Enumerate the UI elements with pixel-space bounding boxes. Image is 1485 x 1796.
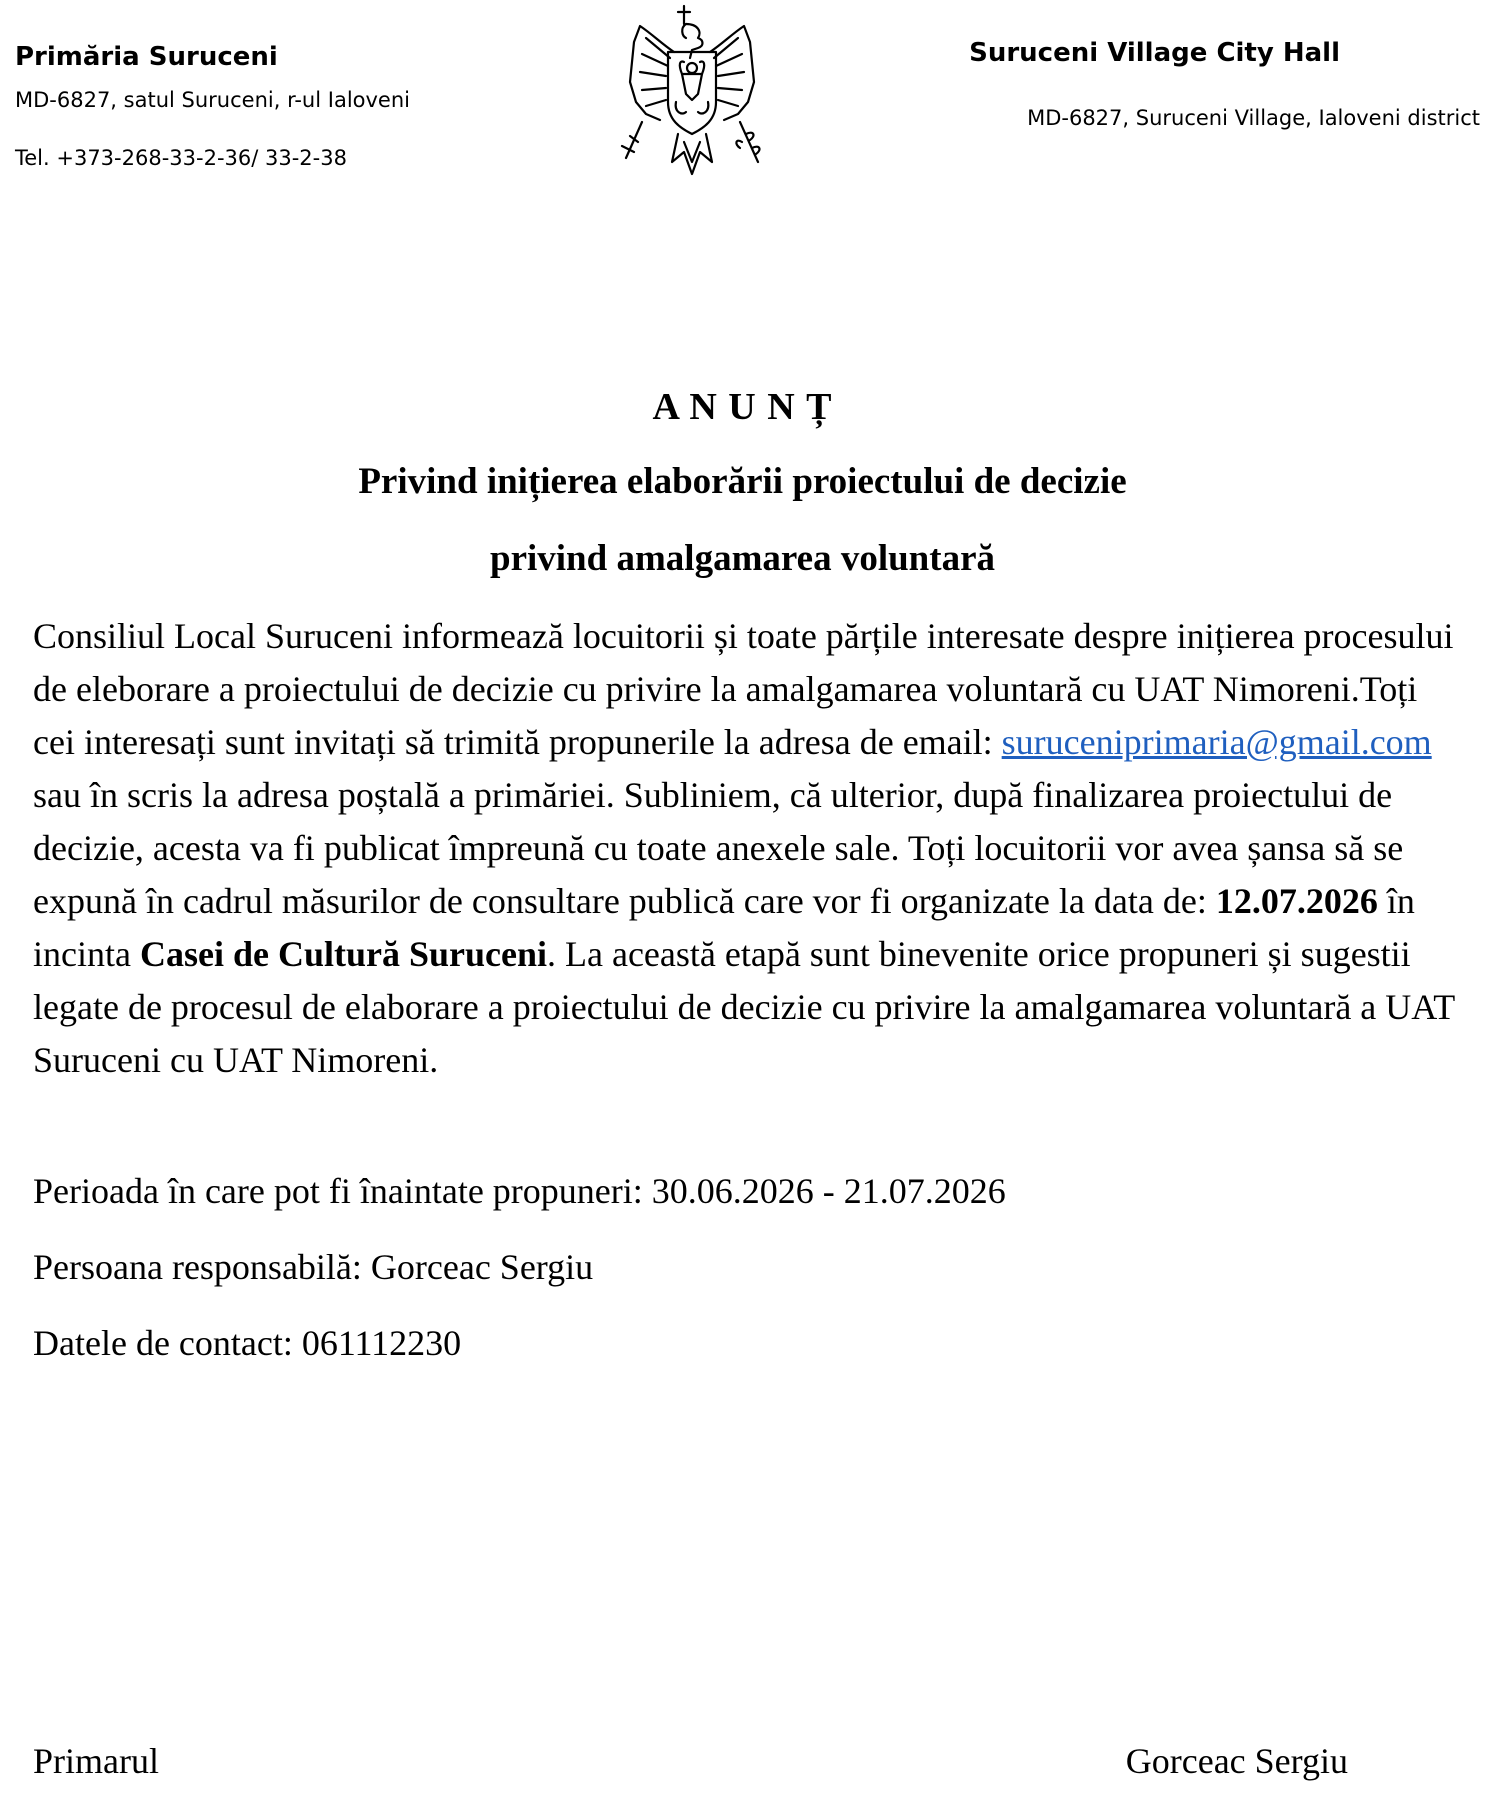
body-text-2: sau în scris la adresa poștală a primăriei. Subliniem, că ulterior, după finalizarea proiectului de decizie, acesta va fi publicat împreună cu toate anexele sale. Toți locuitorii vor avea șansa să se expună în cadrul măsurilor de consultare publică care vor fi organizate la data de: <box>33 775 1404 921</box>
signature-role: Primarul <box>33 1741 159 1781</box>
body-text-4: . La această etapă sunt binevenite orice propuneri și sugestii legate de procesul de elaborare a proiectului de decizie cu privire la amalgamarea voluntară a UAT Suruceni cu UAT Nimoreni. <box>33 934 1455 1080</box>
header-left-phone: Tel. +373-268-33-2-36/ 33-2-38 <box>15 146 347 170</box>
header-left-address: MD-6827, satul Suruceni, r-ul Ialoveni <box>15 88 410 112</box>
email-link[interactable]: suruceniprimaria@gmail.com <box>1001 722 1432 762</box>
notice-subtitle-2: privind amalgamarea voluntară <box>490 538 995 579</box>
header-left-name: Primăria Suruceni <box>15 42 278 72</box>
responsible-person: Persoana responsabilă: Gorceac Sergiu <box>33 1247 594 1287</box>
body-text-3: în incinta <box>33 881 1415 974</box>
header-right-name: Suruceni Village City Hall <box>969 38 1340 68</box>
contact-details: Datele de contact: 061112230 <box>33 1323 462 1363</box>
notice-title: A N U N Ț <box>652 386 833 428</box>
signature-name: Gorceac Sergiu <box>1125 1741 1348 1781</box>
consultation-venue: Casei de Cultură Suruceni <box>139 934 547 974</box>
consultation-date: 12.07.2026 <box>1215 881 1378 921</box>
notice-body <box>33 610 1458 1087</box>
notice-subtitle-1: Privind inițierea elaborării proiectului de decizie <box>358 461 1127 502</box>
body-text-1: Consiliul Local Suruceni informează locuitorii și toate părțile interesate despre inițierea procesului de eleborare a proiectului de decizie cu privire la amalgamarea voluntară cu UAT Nimoreni.Toți cei interesați sunt invitați să trimită propunerile la adresa de email: <box>33 616 1454 762</box>
proposal-period: Perioada în care pot fi înaintate propuneri: 30.06.2026 - 21.07.2026 <box>33 1171 1006 1211</box>
moldova-coat-of-arms-icon <box>612 2 772 180</box>
header-right-address: MD-6827, Suruceni Village, Ialoveni district <box>1027 106 1480 130</box>
